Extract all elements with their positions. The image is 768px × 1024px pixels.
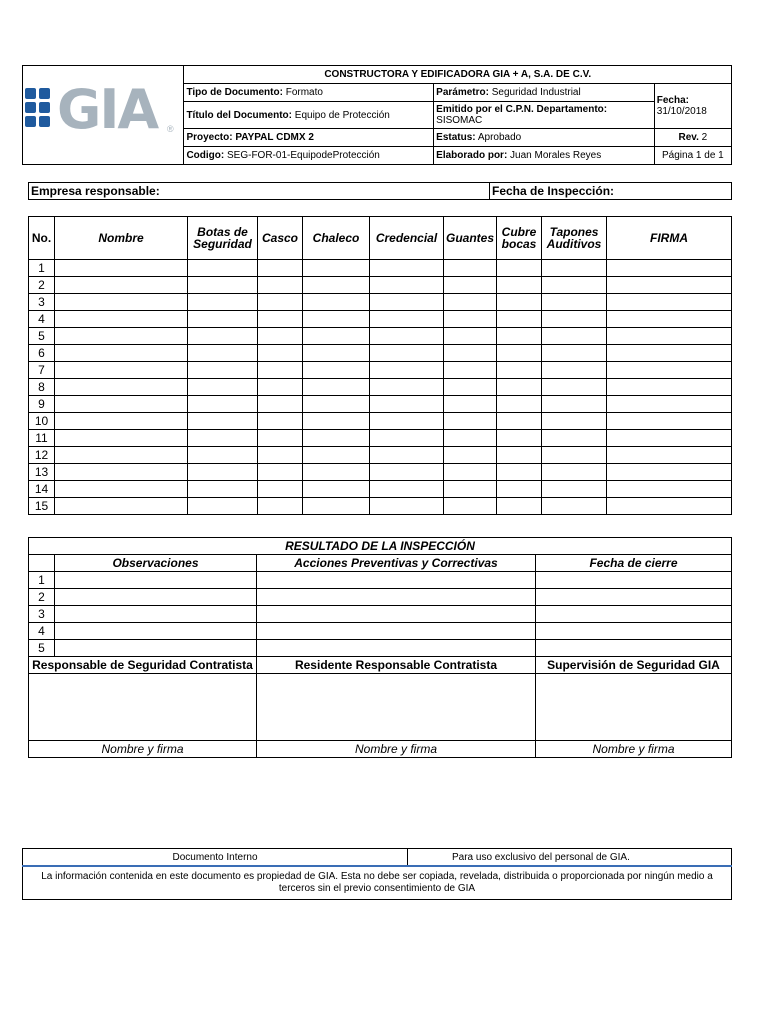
table-cell[interactable] — [303, 413, 370, 430]
table-cell[interactable] — [303, 396, 370, 413]
table-cell[interactable] — [303, 328, 370, 345]
table-row — [29, 589, 732, 606]
row-number: 13 — [29, 464, 55, 481]
table-cell[interactable] — [370, 464, 444, 481]
table-cell[interactable] — [497, 464, 542, 481]
table-cell[interactable] — [370, 294, 444, 311]
table-cell[interactable] — [444, 498, 497, 515]
table-row — [29, 345, 732, 362]
table-cell[interactable] — [303, 277, 370, 294]
row-number: 6 — [29, 345, 55, 362]
gia-logo — [23, 66, 183, 164]
signature-box[interactable] — [536, 674, 732, 741]
table-cell[interactable] — [55, 328, 188, 345]
table-cell[interactable] — [303, 311, 370, 328]
table-cell[interactable] — [55, 464, 188, 481]
row-number: 11 — [29, 430, 55, 447]
company-name: CONSTRUCTORA Y EDIFICADORA GIA + A, S.A. DE C.V. — [184, 66, 732, 84]
table-cell[interactable] — [55, 640, 257, 657]
col-observaciones: Observaciones — [55, 555, 257, 572]
table-cell[interactable] — [370, 413, 444, 430]
logo-cell — [23, 66, 184, 165]
table-cell[interactable] — [257, 572, 536, 589]
table-cell[interactable] — [303, 447, 370, 464]
row-number: 1 — [29, 572, 55, 589]
table-cell[interactable] — [303, 464, 370, 481]
table-cell[interactable] — [303, 260, 370, 277]
table-cell[interactable] — [497, 260, 542, 277]
table-row — [29, 430, 732, 447]
row-number: 7 — [29, 362, 55, 379]
table-cell[interactable] — [188, 396, 258, 413]
table-row — [29, 328, 732, 345]
table-cell[interactable] — [258, 413, 303, 430]
col-fecha-cierre: Fecha de cierre — [536, 555, 732, 572]
table-cell[interactable] — [370, 328, 444, 345]
signature-box[interactable] — [29, 674, 257, 741]
table-cell[interactable] — [257, 589, 536, 606]
row-number: 5 — [29, 328, 55, 345]
table-cell[interactable] — [188, 362, 258, 379]
empresa-responsable[interactable]: Empresa responsable: — [29, 183, 490, 200]
table-row — [29, 606, 732, 623]
table-cell[interactable] — [542, 413, 607, 430]
table-cell[interactable] — [542, 498, 607, 515]
table-cell[interactable] — [258, 447, 303, 464]
table-row — [29, 277, 732, 294]
elaborado-por: Elaborado por: Juan Morales Reyes — [434, 147, 655, 165]
table-cell[interactable] — [370, 260, 444, 277]
table-row — [29, 447, 732, 464]
row-number: 4 — [29, 623, 55, 640]
table-cell[interactable] — [55, 260, 188, 277]
table-cell[interactable] — [55, 311, 188, 328]
table-cell[interactable] — [444, 430, 497, 447]
table-row — [29, 260, 732, 277]
logo-text: GIA — [57, 78, 158, 141]
fecha-documento: Fecha: 31/10/2018 — [654, 84, 731, 129]
table-row — [29, 413, 732, 430]
table-cell[interactable] — [607, 311, 732, 328]
table-cell[interactable] — [258, 260, 303, 277]
table-cell[interactable] — [536, 623, 732, 640]
table-cell[interactable] — [258, 481, 303, 498]
table-cell[interactable] — [607, 328, 732, 345]
table-row — [29, 379, 732, 396]
table-cell[interactable] — [607, 345, 732, 362]
table-cell[interactable] — [497, 481, 542, 498]
footer-notice: La información contenida en este documento es propiedad de GIA. Esta no debe ser copiada, revelada, distribuida o proporcionada por ningún medio a terceros sin el previo consentimiento de GIA — [23, 866, 732, 900]
table-cell[interactable] — [497, 430, 542, 447]
table-cell[interactable] — [542, 260, 607, 277]
proyecto: Proyecto: PAYPAL CDMX 2 — [184, 129, 434, 147]
table-cell[interactable] — [188, 311, 258, 328]
titulo-documento: Título del Documento: Equipo de Protección — [184, 102, 434, 129]
table-cell[interactable] — [607, 260, 732, 277]
table-cell[interactable] — [370, 430, 444, 447]
footer-left: Documento Interno — [23, 849, 408, 867]
table-row — [29, 294, 732, 311]
table-row — [29, 623, 732, 640]
table-cell[interactable] — [497, 396, 542, 413]
table-cell[interactable] — [497, 498, 542, 515]
table-cell[interactable] — [607, 430, 732, 447]
table-cell[interactable] — [542, 379, 607, 396]
col-casco: Casco — [258, 217, 303, 260]
table-cell[interactable] — [497, 294, 542, 311]
personnel-table — [28, 216, 732, 515]
table-cell[interactable] — [258, 345, 303, 362]
table-cell[interactable] — [542, 481, 607, 498]
col-guantes: Guantes — [444, 217, 497, 260]
table-cell[interactable] — [607, 464, 732, 481]
table-cell[interactable] — [257, 623, 536, 640]
table-cell[interactable] — [542, 362, 607, 379]
table-cell[interactable] — [536, 572, 732, 589]
table-cell[interactable] — [258, 294, 303, 311]
table-cell[interactable] — [258, 498, 303, 515]
emitido-por: Emitido por el C.P.N. Departamento: SISOMAC — [434, 102, 655, 129]
table-cell[interactable] — [188, 379, 258, 396]
table-cell[interactable] — [444, 328, 497, 345]
col-chaleco: Chaleco — [303, 217, 370, 260]
table-cell[interactable] — [188, 413, 258, 430]
document-header — [22, 65, 732, 165]
col-tapones: Tapones Auditivos — [542, 217, 607, 260]
table-cell[interactable] — [55, 481, 188, 498]
table-cell[interactable] — [542, 311, 607, 328]
logo-registered: ® — [167, 124, 174, 134]
table-cell[interactable] — [55, 345, 188, 362]
table-cell[interactable] — [607, 481, 732, 498]
table-cell[interactable] — [607, 379, 732, 396]
table-cell[interactable] — [370, 311, 444, 328]
col-acciones: Acciones Preventivas y Correctivas — [257, 555, 536, 572]
sig-label-seguridad: Responsable de Seguridad Contratista — [29, 657, 257, 674]
logo-square-icon — [39, 116, 50, 127]
table-cell[interactable] — [370, 345, 444, 362]
table-cell[interactable] — [188, 498, 258, 515]
table-cell[interactable] — [258, 277, 303, 294]
col-no: No. — [29, 217, 55, 260]
table-cell[interactable] — [536, 640, 732, 657]
table-cell[interactable] — [444, 362, 497, 379]
footer-right: Para uso exclusivo del personal de GIA. — [408, 849, 732, 867]
table-cell[interactable] — [444, 277, 497, 294]
table-cell[interactable] — [444, 345, 497, 362]
table-cell[interactable] — [188, 430, 258, 447]
row-number: 3 — [29, 294, 55, 311]
table-cell[interactable] — [542, 294, 607, 311]
table-cell[interactable] — [258, 430, 303, 447]
table-cell[interactable] — [55, 498, 188, 515]
table-cell[interactable] — [444, 396, 497, 413]
inspection-info — [28, 182, 732, 200]
table-cell[interactable] — [258, 379, 303, 396]
table-row — [29, 498, 732, 515]
table-cell[interactable] — [188, 481, 258, 498]
table-cell[interactable] — [55, 589, 257, 606]
row-number: 15 — [29, 498, 55, 515]
table-cell[interactable] — [497, 277, 542, 294]
logo-square-icon — [25, 88, 36, 99]
table-cell[interactable] — [258, 328, 303, 345]
logo-square-icon — [39, 102, 50, 113]
table-cell[interactable] — [370, 498, 444, 515]
table-cell[interactable] — [55, 277, 188, 294]
table-cell[interactable] — [188, 277, 258, 294]
tipo-documento: Tipo de Documento: Formato — [184, 84, 434, 102]
table-cell[interactable] — [497, 379, 542, 396]
table-cell[interactable] — [542, 396, 607, 413]
codigo: Codigo: SEG-FOR-01-EquipodeProtección — [184, 147, 434, 165]
table-cell[interactable] — [542, 464, 607, 481]
logo-square-icon — [39, 88, 50, 99]
table-cell[interactable] — [370, 481, 444, 498]
table-cell[interactable] — [55, 623, 257, 640]
logo-square-icon — [25, 102, 36, 113]
estatus: Estatus: Aprobado — [434, 129, 655, 147]
table-cell[interactable] — [188, 447, 258, 464]
table-cell[interactable] — [303, 294, 370, 311]
table-cell[interactable] — [444, 294, 497, 311]
nombre-firma: Nombre y firma — [29, 741, 257, 758]
table-cell[interactable] — [303, 362, 370, 379]
table-cell[interactable] — [55, 413, 188, 430]
signature-box[interactable] — [257, 674, 536, 741]
table-cell[interactable] — [303, 379, 370, 396]
table-cell[interactable] — [444, 260, 497, 277]
table-cell[interactable] — [55, 606, 257, 623]
table-cell[interactable] — [607, 277, 732, 294]
col-credencial: Credencial — [370, 217, 444, 260]
table-cell[interactable] — [607, 413, 732, 430]
table-cell[interactable] — [370, 447, 444, 464]
table-cell[interactable] — [444, 447, 497, 464]
col-botas: Botas de Seguridad — [188, 217, 258, 260]
table-cell[interactable] — [370, 277, 444, 294]
col-nombre: Nombre — [55, 217, 188, 260]
table-cell[interactable] — [55, 396, 188, 413]
table-cell[interactable] — [607, 362, 732, 379]
sig-label-supervision: Supervisión de Seguridad GIA — [536, 657, 732, 674]
row-number: 8 — [29, 379, 55, 396]
row-number: 1 — [29, 260, 55, 277]
table-cell[interactable] — [536, 589, 732, 606]
table-cell[interactable] — [444, 413, 497, 430]
table-cell[interactable] — [370, 396, 444, 413]
table-cell[interactable] — [188, 345, 258, 362]
table-cell[interactable] — [497, 311, 542, 328]
table-cell[interactable] — [55, 294, 188, 311]
result-title: RESULTADO DE LA INSPECCIÓN — [29, 538, 732, 555]
table-cell[interactable] — [542, 447, 607, 464]
table-row — [29, 311, 732, 328]
row-number: 12 — [29, 447, 55, 464]
table-cell[interactable] — [303, 345, 370, 362]
table-cell[interactable] — [257, 606, 536, 623]
table-row — [29, 481, 732, 498]
table-cell[interactable] — [542, 328, 607, 345]
document-footer — [22, 848, 732, 900]
table-cell[interactable] — [258, 396, 303, 413]
logo-square-icon — [25, 116, 36, 127]
table-cell[interactable] — [607, 498, 732, 515]
row-number: 2 — [29, 589, 55, 606]
table-cell[interactable] — [55, 430, 188, 447]
table-cell[interactable] — [258, 362, 303, 379]
table-cell[interactable] — [497, 413, 542, 430]
table-cell[interactable] — [258, 464, 303, 481]
table-cell[interactable] — [542, 277, 607, 294]
table-cell[interactable] — [444, 311, 497, 328]
table-cell[interactable] — [257, 640, 536, 657]
row-number: 4 — [29, 311, 55, 328]
table-cell[interactable] — [188, 294, 258, 311]
sig-label-residente: Residente Responsable Contratista — [257, 657, 536, 674]
parametro: Parámetro: Seguridad Industrial — [434, 84, 655, 102]
table-cell[interactable] — [258, 311, 303, 328]
table-cell[interactable] — [188, 260, 258, 277]
table-cell[interactable] — [188, 328, 258, 345]
table-cell[interactable] — [497, 345, 542, 362]
row-number: 5 — [29, 640, 55, 657]
result-table — [28, 537, 732, 758]
table-cell[interactable] — [55, 447, 188, 464]
row-number: 2 — [29, 277, 55, 294]
table-cell[interactable] — [370, 362, 444, 379]
table-cell[interactable] — [607, 294, 732, 311]
table-cell[interactable] — [370, 379, 444, 396]
nombre-firma: Nombre y firma — [257, 741, 536, 758]
table-cell[interactable] — [444, 481, 497, 498]
table-cell[interactable] — [55, 362, 188, 379]
table-cell[interactable] — [444, 379, 497, 396]
col-cubrebocas: Cubre bocas — [497, 217, 542, 260]
revision: Rev. 2 — [654, 129, 731, 147]
nombre-firma: Nombre y firma — [536, 741, 732, 758]
table-cell[interactable] — [188, 464, 258, 481]
table-cell[interactable] — [497, 328, 542, 345]
table-cell[interactable] — [303, 481, 370, 498]
pagina: Página 1 de 1 — [654, 147, 731, 165]
table-cell[interactable] — [303, 430, 370, 447]
row-number: 3 — [29, 606, 55, 623]
table-cell[interactable] — [497, 362, 542, 379]
fecha-inspeccion[interactable]: Fecha de Inspección: — [490, 183, 732, 200]
row-number: 14 — [29, 481, 55, 498]
row-number: 9 — [29, 396, 55, 413]
table-row — [29, 572, 732, 589]
table-cell[interactable] — [542, 345, 607, 362]
table-row — [29, 362, 732, 379]
table-cell[interactable] — [607, 396, 732, 413]
table-row — [29, 640, 732, 657]
col-firma: FIRMA — [607, 217, 732, 260]
table-cell[interactable] — [303, 498, 370, 515]
table-row — [29, 396, 732, 413]
table-cell[interactable] — [607, 447, 732, 464]
table-cell[interactable] — [497, 447, 542, 464]
table-cell[interactable] — [55, 379, 188, 396]
table-cell[interactable] — [536, 606, 732, 623]
table-cell[interactable] — [542, 430, 607, 447]
table-row — [29, 464, 732, 481]
table-cell[interactable] — [444, 464, 497, 481]
table-cell[interactable] — [55, 572, 257, 589]
row-number: 10 — [29, 413, 55, 430]
